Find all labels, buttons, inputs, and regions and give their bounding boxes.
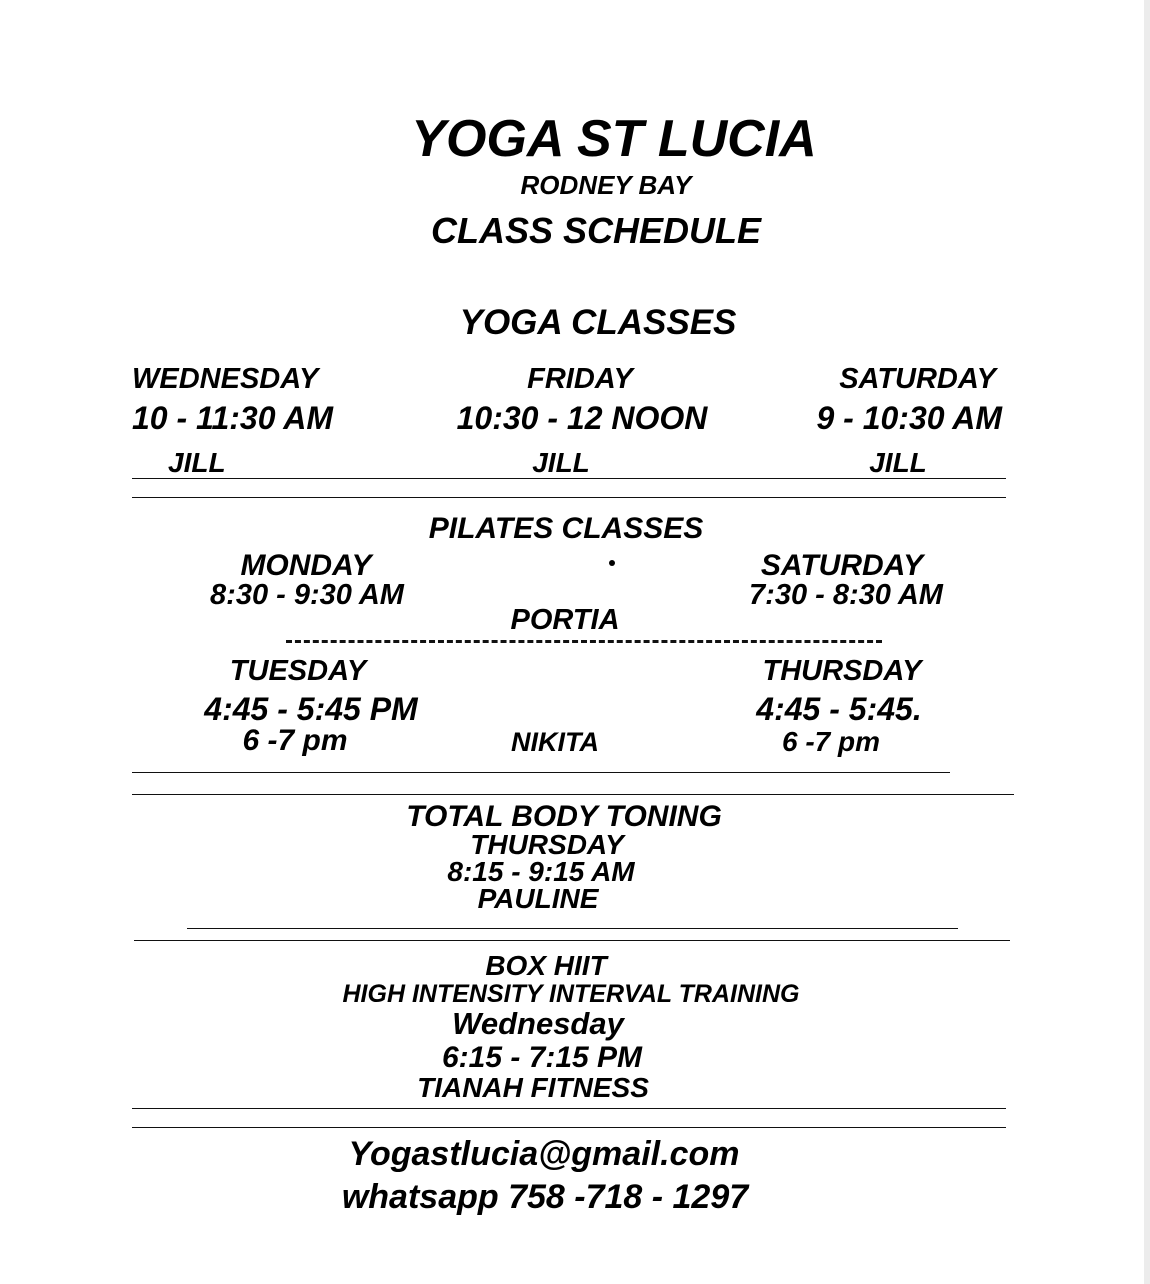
pilates-monday-day: MONDAY xyxy=(240,549,372,582)
pilates-saturday-time: 7:30 - 8:30 AM xyxy=(749,579,943,611)
yoga-wednesday-instructor: JILL xyxy=(168,447,226,478)
page-title: YOGA ST LUCIA xyxy=(411,110,817,168)
yoga-friday-instructor: JILL xyxy=(532,447,590,478)
location-subtitle: RODNEY BAY xyxy=(520,170,692,200)
pilates-morning-instructor: PORTIA xyxy=(510,604,620,636)
dashed-divider xyxy=(286,640,882,643)
yoga-saturday-instructor: JILL xyxy=(869,447,927,478)
boxhiit-instructor: TIANAH FITNESS xyxy=(417,1072,649,1103)
divider xyxy=(132,772,950,773)
yoga-heading: YOGA CLASSES xyxy=(459,303,737,342)
yoga-saturday-day: SATURDAY xyxy=(839,363,996,395)
boxhiit-heading: BOX HIIT xyxy=(485,950,607,981)
divider xyxy=(134,940,1010,941)
pilates-saturday-day: SATURDAY xyxy=(760,549,924,582)
toning-day: THURSDAY xyxy=(470,829,624,860)
contact-email[interactable]: Yogastlucia@gmail.com xyxy=(348,1135,740,1173)
toning-time: 8:15 - 9:15 AM xyxy=(447,856,635,887)
pilates-tuesday-time: 4:45 - 5:45 PM xyxy=(204,691,418,727)
pilates-tuesday-day: TUESDAY xyxy=(229,655,367,687)
divider xyxy=(132,1108,1006,1109)
divider xyxy=(132,794,1014,795)
yoga-wednesday-time: 10 - 11:30 AM xyxy=(132,400,333,436)
toning-heading: TOTAL BODY TONING xyxy=(406,800,722,833)
yoga-friday-day: FRIDAY xyxy=(527,363,633,395)
pilates-tuesday-time-2: 6 -7 pm xyxy=(242,724,348,757)
yoga-friday-time: 10:30 - 12 NOON xyxy=(456,400,708,436)
yoga-saturday-time: 9 - 10:30 AM xyxy=(816,400,1002,436)
divider xyxy=(132,1127,1006,1128)
boxhiit-time: 6:15 - 7:15 PM xyxy=(441,1041,643,1074)
contact-whatsapp[interactable]: whatsapp 758 -718 - 1297 xyxy=(341,1178,749,1216)
pilates-evening-instructor: NIKITA xyxy=(511,727,599,757)
divider xyxy=(187,928,958,929)
boxhiit-day: Wednesday xyxy=(452,1006,624,1041)
pilates-thursday-time-2: 6 -7 pm xyxy=(781,726,881,757)
schedule-title: CLASS SCHEDULE xyxy=(430,210,762,251)
bullet-dot xyxy=(609,560,615,566)
pilates-thursday-time: 4:45 - 5:45. xyxy=(756,691,922,727)
toning-instructor: PAULINE xyxy=(477,883,599,914)
divider xyxy=(132,478,1006,479)
page-edge xyxy=(1144,0,1150,1284)
yoga-wednesday-day: WEDNESDAY xyxy=(132,363,319,395)
boxhiit-subheading: HIGH INTENSITY INTERVAL TRAINING xyxy=(342,980,800,1008)
pilates-monday-time: 8:30 - 9:30 AM xyxy=(210,579,404,611)
pilates-heading: PILATES CLASSES xyxy=(428,512,704,545)
divider xyxy=(132,497,1006,498)
pilates-thursday-day: THURSDAY xyxy=(762,655,922,687)
